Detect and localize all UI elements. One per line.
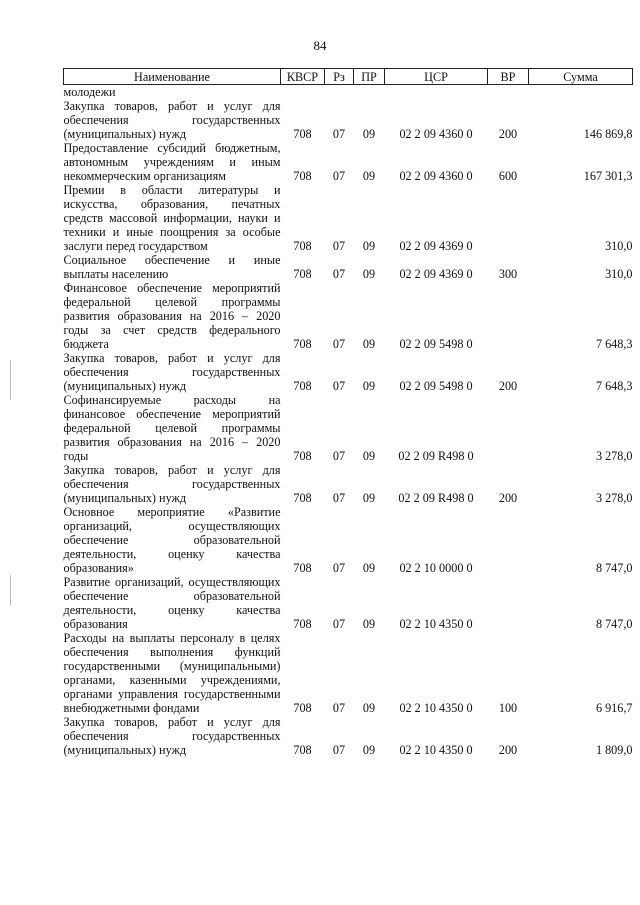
cell-rz: 07: [332, 743, 346, 757]
cell-kvsr: 708: [293, 379, 312, 393]
cell-pr: [354, 85, 385, 100]
cell-pr: 09: [362, 127, 376, 141]
table-header-row: [64, 69, 633, 85]
cell-rz: [325, 85, 354, 100]
cell-pr: 09: [362, 379, 376, 393]
cell-vr: [488, 85, 529, 100]
table-row: [64, 715, 633, 757]
table-row: [64, 99, 633, 141]
table-row: [64, 631, 633, 715]
cell-sum: 1 809,0: [595, 743, 633, 757]
table-row: [64, 505, 633, 575]
cell-kvsr: 708: [293, 449, 312, 463]
cell-name: Премии в области литературы и искусства, образования, печатных средств массовой информации, науки и техники и иные поощрения за особые заслуги перед государством: [63, 183, 281, 253]
cell-pr: 09: [362, 743, 376, 757]
cell-name: Закупка товаров, работ и услуг для обеспечения государственных (муниципальных) нужд: [63, 99, 281, 141]
cell-vr: 200: [498, 127, 518, 141]
table-row: [64, 141, 633, 183]
cell-kvsr: 708: [293, 267, 312, 281]
cell-vr: [488, 183, 529, 253]
cell-kvsr: 708: [293, 701, 312, 715]
cell-csr: 02 2 10 4350 0: [399, 701, 473, 715]
cell-sum: 6 916,7: [595, 701, 633, 715]
cell-vr: 600: [498, 169, 518, 183]
cell-sum: 167 301,3: [583, 169, 633, 183]
cell-sum: 8 747,0: [595, 617, 633, 631]
cell-sum: [529, 85, 633, 100]
header-sum: Сумма: [529, 69, 633, 85]
table-row: [64, 183, 633, 253]
table-row: [64, 253, 633, 281]
cell-rz: 07: [332, 127, 346, 141]
cell-pr: 09: [362, 701, 376, 715]
cell-rz: 07: [332, 379, 346, 393]
cell-rz: 07: [332, 337, 346, 351]
cell-csr: 02 2 09 4369 0: [399, 267, 473, 281]
cell-csr: 02 2 10 4350 0: [399, 617, 473, 631]
page-number: 84: [313, 38, 327, 53]
cell-csr: 02 2 09 4369 0: [399, 239, 473, 253]
cell-kvsr: 708: [293, 743, 312, 757]
cell-vr: [488, 575, 529, 631]
cell-vr: 100: [498, 701, 518, 715]
cell-name: Финансовое обеспечение мероприятий федеральной целевой программы развития образования на 2016 – 2020 годы за счет средств федерального бюджета: [63, 281, 281, 351]
cell-sum: 7 648,3: [595, 379, 633, 393]
cell-pr: 09: [362, 267, 376, 281]
cell-vr: [488, 393, 529, 463]
cell-sum: 146 869,8: [583, 127, 633, 141]
cell-kvsr: 708: [293, 169, 312, 183]
cell-name: Предоставление субсидий бюджетным, автономным учреждениям и иным некоммерческим организациям: [63, 141, 281, 183]
cell-rz: 07: [332, 449, 346, 463]
cell-name: Закупка товаров, работ и услуг для обеспечения государственных (муниципальных) нужд: [63, 463, 281, 505]
scan-edge-mark: [10, 575, 11, 605]
cell-name: молодежи: [63, 85, 116, 99]
header-kvsr: КВСР: [281, 69, 325, 85]
cell-vr: 200: [498, 743, 518, 757]
cell-name: Социальное обеспечение и иные выплаты населению: [63, 253, 281, 281]
header-pr: ПР: [354, 69, 385, 85]
cell-name: Расходы на выплаты персоналу в целях обеспечения выполнения функций государственными (муниципальными) органами, казенными учреждениями, органами управления государственными внебюджетными фондами: [63, 631, 281, 715]
cell-name: Основное мероприятие «Развитие организаций, осуществляющих обеспечение образовательной деятельности, оценку качества образования»: [63, 505, 281, 575]
budget-table: [63, 68, 633, 757]
cell-kvsr: 708: [293, 491, 312, 505]
cell-csr: 02 2 09 R498 0: [398, 449, 474, 463]
cell-csr: 02 2 09 5498 0: [399, 379, 473, 393]
cell-name: Закупка товаров, работ и услуг для обеспечения государственных (муниципальных) нужд: [63, 351, 281, 393]
cell-vr: [488, 281, 529, 351]
cell-rz: 07: [332, 239, 346, 253]
cell-kvsr: 708: [293, 127, 312, 141]
cell-pr: 09: [362, 239, 376, 253]
cell-rz: 07: [332, 491, 346, 505]
table-row: [64, 85, 633, 100]
table-row: [64, 281, 633, 351]
cell-name: Софинансируемые расходы на финансовое обеспечение мероприятий федеральной целевой программы развития образования на 2016 – 2020 годы: [63, 393, 281, 463]
cell-vr: 300: [498, 267, 518, 281]
cell-rz: 07: [332, 701, 346, 715]
cell-kvsr: 708: [293, 239, 312, 253]
cell-name: Закупка товаров, работ и услуг для обеспечения государственных (муниципальных) нужд: [63, 715, 281, 757]
cell-sum: 310,0: [605, 267, 633, 281]
header-csr: ЦСР: [385, 69, 488, 85]
cell-kvsr: [281, 85, 325, 100]
table-row: [64, 575, 633, 631]
header-vr: ВР: [488, 69, 529, 85]
cell-rz: 07: [332, 267, 346, 281]
cell-pr: 09: [362, 169, 376, 183]
cell-csr: 02 2 09 4360 0: [399, 169, 473, 183]
cell-vr: 200: [498, 491, 518, 505]
cell-pr: 09: [362, 617, 376, 631]
header-name: Наименование: [64, 69, 281, 85]
cell-sum: 3 278,0: [595, 491, 633, 505]
cell-vr: 200: [498, 379, 518, 393]
cell-sum: 3 278,0: [595, 449, 633, 463]
cell-csr: 02 2 10 4350 0: [399, 743, 473, 757]
cell-csr: 02 2 09 4360 0: [399, 127, 473, 141]
cell-kvsr: 708: [293, 617, 312, 631]
cell-csr: 02 2 10 0000 0: [399, 561, 473, 575]
cell-csr: 02 2 09 R498 0: [398, 491, 474, 505]
cell-kvsr: 708: [293, 561, 312, 575]
cell-pr: 09: [362, 337, 376, 351]
cell-pr: 09: [362, 491, 376, 505]
cell-rz: 07: [332, 169, 346, 183]
cell-name: Развитие организаций, осуществляющих обеспечение образовательной деятельности, оценку качества образования: [63, 575, 281, 631]
table-row: [64, 393, 633, 463]
cell-kvsr: 708: [293, 337, 312, 351]
cell-sum: 8 747,0: [595, 561, 633, 575]
cell-sum: 7 648,3: [595, 337, 633, 351]
cell-sum: 310,0: [605, 239, 633, 253]
cell-pr: 09: [362, 449, 376, 463]
table-row: [64, 463, 633, 505]
table-row: [64, 351, 633, 393]
scan-edge-mark: [10, 360, 11, 400]
cell-vr: [488, 505, 529, 575]
cell-pr: 09: [362, 561, 376, 575]
cell-csr: [385, 85, 488, 100]
cell-csr: 02 2 09 5498 0: [399, 337, 473, 351]
cell-rz: 07: [332, 561, 346, 575]
cell-rz: 07: [332, 617, 346, 631]
header-rz: Рз: [325, 69, 354, 85]
